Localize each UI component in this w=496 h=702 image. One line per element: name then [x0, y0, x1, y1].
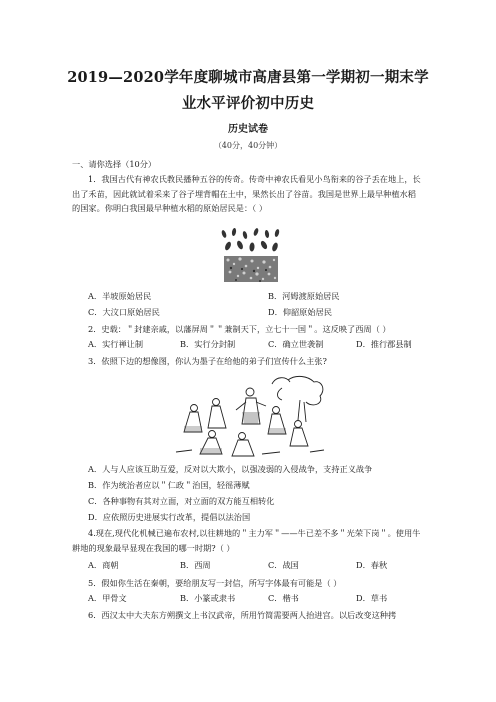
q5-option-b: B．小篆或隶书 — [180, 593, 236, 603]
q1-option-b: B．河姆渡原始居民 — [268, 291, 340, 301]
q5-option-c: C．楷书 — [268, 593, 299, 603]
exam-title-line1: 2019—2020学年度聊城市高唐县第一学期初一期末学 — [67, 69, 429, 86]
section-heading: 一、请你选择（10分） — [72, 159, 157, 169]
rice-seeds-illustration — [218, 226, 284, 284]
q1-option-c: C．大汶口原始居民 — [88, 307, 160, 317]
q2-option-d: D．推行郡县制 — [356, 339, 412, 349]
q2-option-a: A．实行禅让制 — [88, 339, 144, 349]
q4-option-a: A．商朝 — [88, 560, 119, 570]
mozi-teaching-illustration — [172, 372, 328, 458]
q5-option-d: D．草书 — [356, 593, 388, 603]
q4-option-c: C．战国 — [268, 560, 299, 570]
q4-option-d: D．春秋 — [356, 560, 388, 570]
q3-option-c: C．各种事物有其对立面，对立面的双方能互相转化 — [88, 496, 275, 506]
question-3-text: 3．依照下边的想像图，你认为墨子在给他的弟子们宣传什么主张? — [88, 356, 327, 366]
exam-subtitle: 历史试卷 — [228, 124, 268, 135]
exam-meta: （40分，40分钟） — [213, 141, 283, 150]
exam-title-line2: 业水平评价初中历史 — [181, 95, 315, 112]
q4-option-b: B．西周 — [180, 560, 211, 570]
q3-option-b: B．作为统治者应以＂仁政＂治国，轻徭薄赋 — [88, 480, 250, 490]
question-6-text: 6．西汉太中大夫东方朔撰文上书汉武帝，所用竹简需要两人抬进宫。以后改变这种拷 — [88, 610, 397, 620]
q2-option-c: C．确立世袭制 — [268, 339, 324, 349]
q3-option-d: D．应依照历史进展实行改革，提倡以法治国 — [88, 512, 251, 522]
q3-option-a: A．人与人应该互助互爱，反对以大欺小，以强凌弱的入侵战争，支持正义战争 — [88, 464, 373, 474]
question-5-text: 5．假如你生活在秦朝，要给朋友写一封信，所写字体最有可能是（ ） — [88, 578, 342, 588]
q5-option-a: A．甲骨文 — [88, 593, 127, 603]
question-2-text: 2．史载：＂封建亲戚，以藩屏周＂＂兼制天下，立七十一国＂。这反映了西周（ ） — [88, 324, 391, 334]
q2-option-b: B．实行分封制 — [180, 339, 236, 349]
question-1-text: 1．我国古代有神农氏教民播种五谷的传奇。传奇中神农氏看见小鸟衔来的谷子丢在地上，长出了禾苗，因此就试着采来了谷子埋背帽在土中，果然长出了谷苗。我国是世界上最早种植水稻的国家。你明白我国最早种植水稻的原始居民是：（ ） — [72, 174, 421, 213]
question-4-text: 4.现在,现代化机械已遍布农村,以往耕地的＂主力军＂——牛已差不多＂光荣下岗＂。使用牛耕地的现象最早显现在我国的哪一时期?（ ） — [72, 528, 421, 553]
q1-option-a: A．半坡原始居民 — [88, 291, 152, 301]
q1-option-d: D．仰韶原始居民 — [268, 307, 332, 317]
